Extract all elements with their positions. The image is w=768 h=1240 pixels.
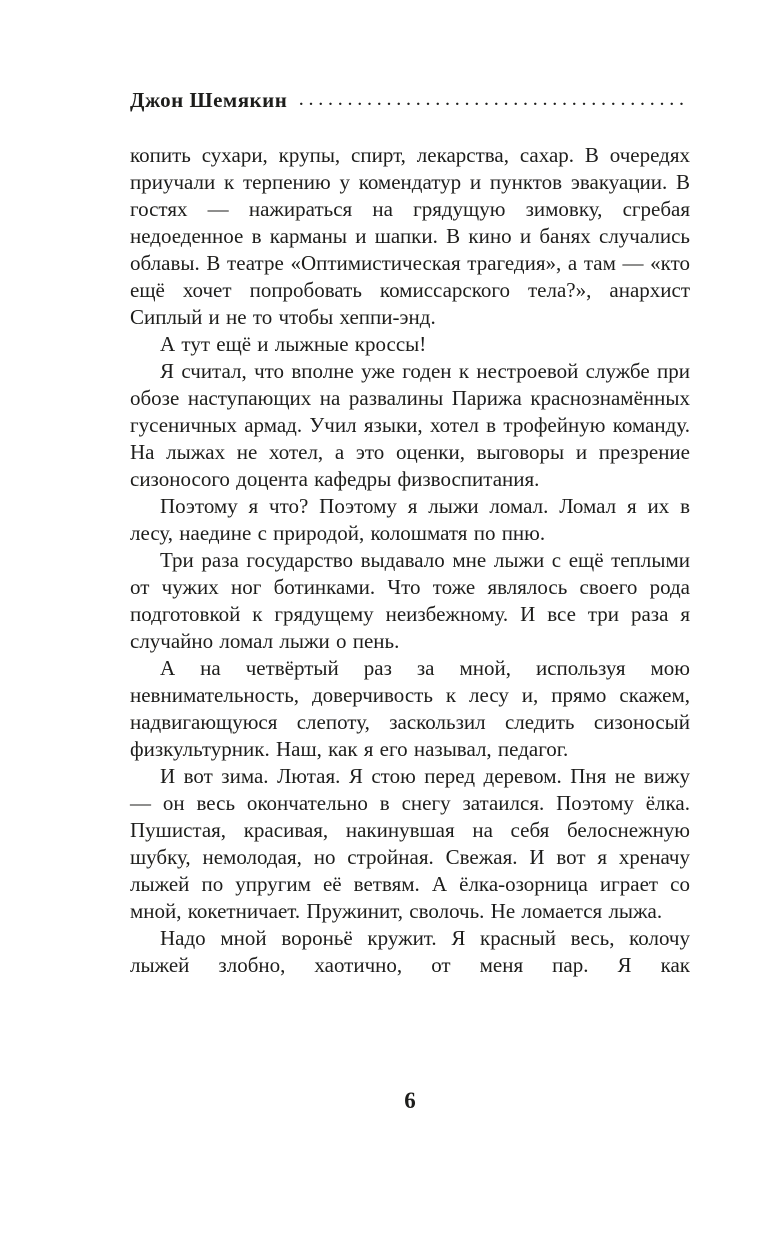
page-header [130,88,692,113]
paragraph: Надо мной вороньё кружит. Я красный весь, колочу лыжей злобно, хаотично, от меня пар. Я как [130,926,690,977]
paragraph: А на четвёртый раз за мной, используя мою невнимательность, доверчивость к лесу и, прямо скажем, надвигающуюся слепоту, заскользил следить сизоносый физкультурник. Наш, как я его называл, педагог. [130,656,690,761]
paragraph: Три раза государство выдавало мне лыжи с ещё теплыми от чужих ног ботинками. Что тоже являлось своего рода подготовкой к грядущему неизбежному. И все три раза я случайно ломал лыжи о пень. [130,548,690,653]
author-name: Джон Шемякин [130,88,288,112]
paragraph: А тут ещё и лыжные кроссы! [160,332,427,356]
page-number: 6 [404,1088,416,1113]
paragraph: копить сухари, крупы, спирт, лекарства, сахар. В очередях приучали к терпению у комендатур и пунктов эвакуации. В гостях — нажираться на грядущую зимовку, сгребая недоеденное в карманы и шапки. В кино и банях случались облавы. В театре «Оптимистическая трагедия», а там — «кто ещё хочет попробовать комиссарского тела?», анархист Сиплый и не то чтобы хеппи-энд. [130,143,690,329]
paragraph: Я считал, что вполне уже годен к нестроевой службе при обозе наступающих на развалины Парижа краснознамённых гусеничных армад. Учил языки, хотел в трофейную команду. На лыжах не хотел, а это оценки, выговоры и презрение сизоносого доцента кафедры физвоспитания. [130,359,690,491]
paragraph: Поэтому я что? Поэтому я лыжи ломал. Ломал я их в лесу, наедине с природой, колошматя по пню. [130,494,690,545]
dotted-leader: ........................................ [299,93,690,109]
paragraph: И вот зима. Лютая. Я стою перед деревом. Пня не вижу — он весь окончательно в снегу затаился. Поэтому ёлка. Пушистая, красивая, накинувшая на себя белоснежную шубку, немолодая, но стройная. Свежая. И вот я хреначу лыжей по упругим её ветвям. А ёлка-озорница играет со мной, кокетничает. Пружинит, сволочь. Не ломается лыжа. [130,764,690,923]
body-text [130,142,690,979]
